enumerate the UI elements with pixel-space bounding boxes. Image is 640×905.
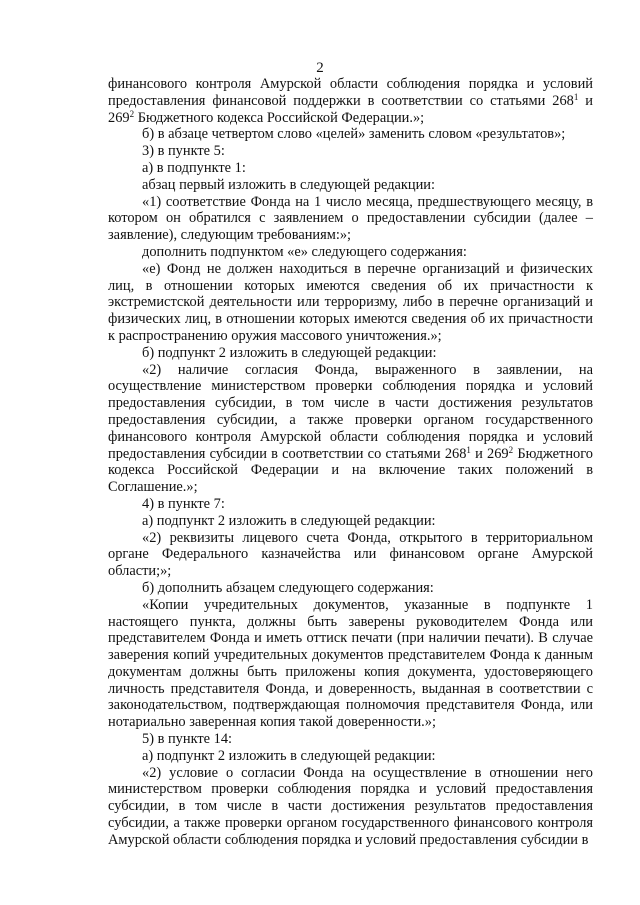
text-run: «2) условие о согласии Фонда на осуществление в отношении него министерством проверки соблюдения порядка и условий предоставления субсидии, в том числе в части достижения результатов предоставления субсидии, а также проверки органом государственного финансового контроля Амурской области соблюдения порядка и условий предоставления субсидии в: [108, 764, 593, 848]
superscript: 1: [466, 444, 471, 455]
text-run: а) подпункт 2 изложить в следующей редакции:: [142, 747, 436, 764]
text-run: дополнить подпунктом «е» следующего содержания:: [142, 243, 467, 260]
paragraph: [108, 194, 593, 244]
superscript: 2: [129, 108, 135, 119]
paragraph: [108, 244, 593, 261]
text-run: и 269: [108, 92, 593, 126]
paragraph: [108, 765, 593, 849]
text-run: и 269: [470, 445, 509, 462]
paragraph: [108, 126, 593, 143]
superscript: 1: [573, 91, 579, 102]
paragraph: [108, 76, 593, 126]
text-run: «Копии учредительных документов, указанные в подпункте 1 настоящего пункта, должны быть заверены руководителем Фонда или представителем Фонда и иметь оттиск печати (при наличии печати). В случае заверения копий учредительных документов представителем Фонда к данным документам должны быть приложены копия документа, удостоверяющего личность представителя Фонда, и доверенность, выданная в соответствии с законодательством, подтверждающая полномочия представителя Фонда, или нотариально заверенная копия такой доверенности.»;: [108, 596, 593, 731]
text-run: Бюджетного кодекса Российской Федерации и на включение таких положений в Соглашение.»;: [108, 445, 593, 496]
text-run: б) подпункт 2 изложить в следующей редакции:: [142, 344, 437, 361]
paragraph: [108, 362, 593, 496]
paragraph: [108, 261, 593, 345]
paragraph: [108, 748, 593, 765]
paragraph: [108, 177, 593, 194]
paragraph: [108, 530, 593, 580]
paragraph: [108, 731, 593, 748]
text-run: «2) реквизиты лицевого счета Фонда, открытого в территориальном органе Федерального казначейства или финансовом органе Амурской области;»;: [108, 529, 593, 580]
text-run: «2) наличие согласия Фонда, выраженного в заявлении, на осуществление министерством проверки соблюдения порядка и условий предоставления субсидии, в том числе в части достижения результатов предоставления субсидии, а также проверки органом государственного финансового контроля Амурской области соблюдения порядка и условий предоставления субсидии в соответствии со статьями 268: [108, 361, 593, 462]
text-run: абзац первый изложить в следующей редакции:: [142, 176, 436, 193]
text-run: финансового контроля Амурской области соблюдения порядка и условий предоставления финансовой поддержки в соответствии со статьями 268: [108, 76, 593, 109]
text-run: 4) в пункте 7:: [142, 495, 225, 512]
document-body: [108, 76, 593, 849]
text-run: б) дополнить абзацем следующего содержания:: [142, 579, 434, 596]
paragraph: [108, 143, 593, 160]
paragraph: [108, 345, 593, 362]
text-run: 5) в пункте 14:: [142, 731, 233, 748]
superscript: 2: [508, 444, 514, 455]
text-run: Бюджетного кодекса Российской Федерации.»;: [134, 109, 425, 126]
text-run: «е) Фонд не должен находиться в перечне организаций и физических лиц, в отношении которых имеются сведения об их причастности к экстремистской деятельности или терроризму, либо в перечне организаций и физических лиц, в отношении которых имеются сведения об их причастности к распространению оружия массового уничтожения.»;: [108, 260, 593, 344]
paragraph: [108, 496, 593, 513]
text-run: а) подпункт 2 изложить в следующей редакции:: [142, 512, 436, 529]
paragraph: [108, 597, 593, 731]
text-run: а) в подпункте 1:: [142, 159, 246, 176]
paragraph: [108, 513, 593, 530]
paragraph: [108, 580, 593, 597]
text-run: 3) в пункте 5:: [142, 143, 225, 160]
page-number: 2: [316, 60, 324, 76]
text-run: «1) соответствие Фонда на 1 число месяца, предшествующего месяцу, в котором он обратился с заявлением о предоставлении субсидии (далее – заявление), следующим требованиям:»;: [108, 193, 593, 244]
paragraph: [108, 160, 593, 177]
text-run: б) в абзаце четвертом слово «целей» заменить словом «результатов»;: [142, 126, 566, 143]
